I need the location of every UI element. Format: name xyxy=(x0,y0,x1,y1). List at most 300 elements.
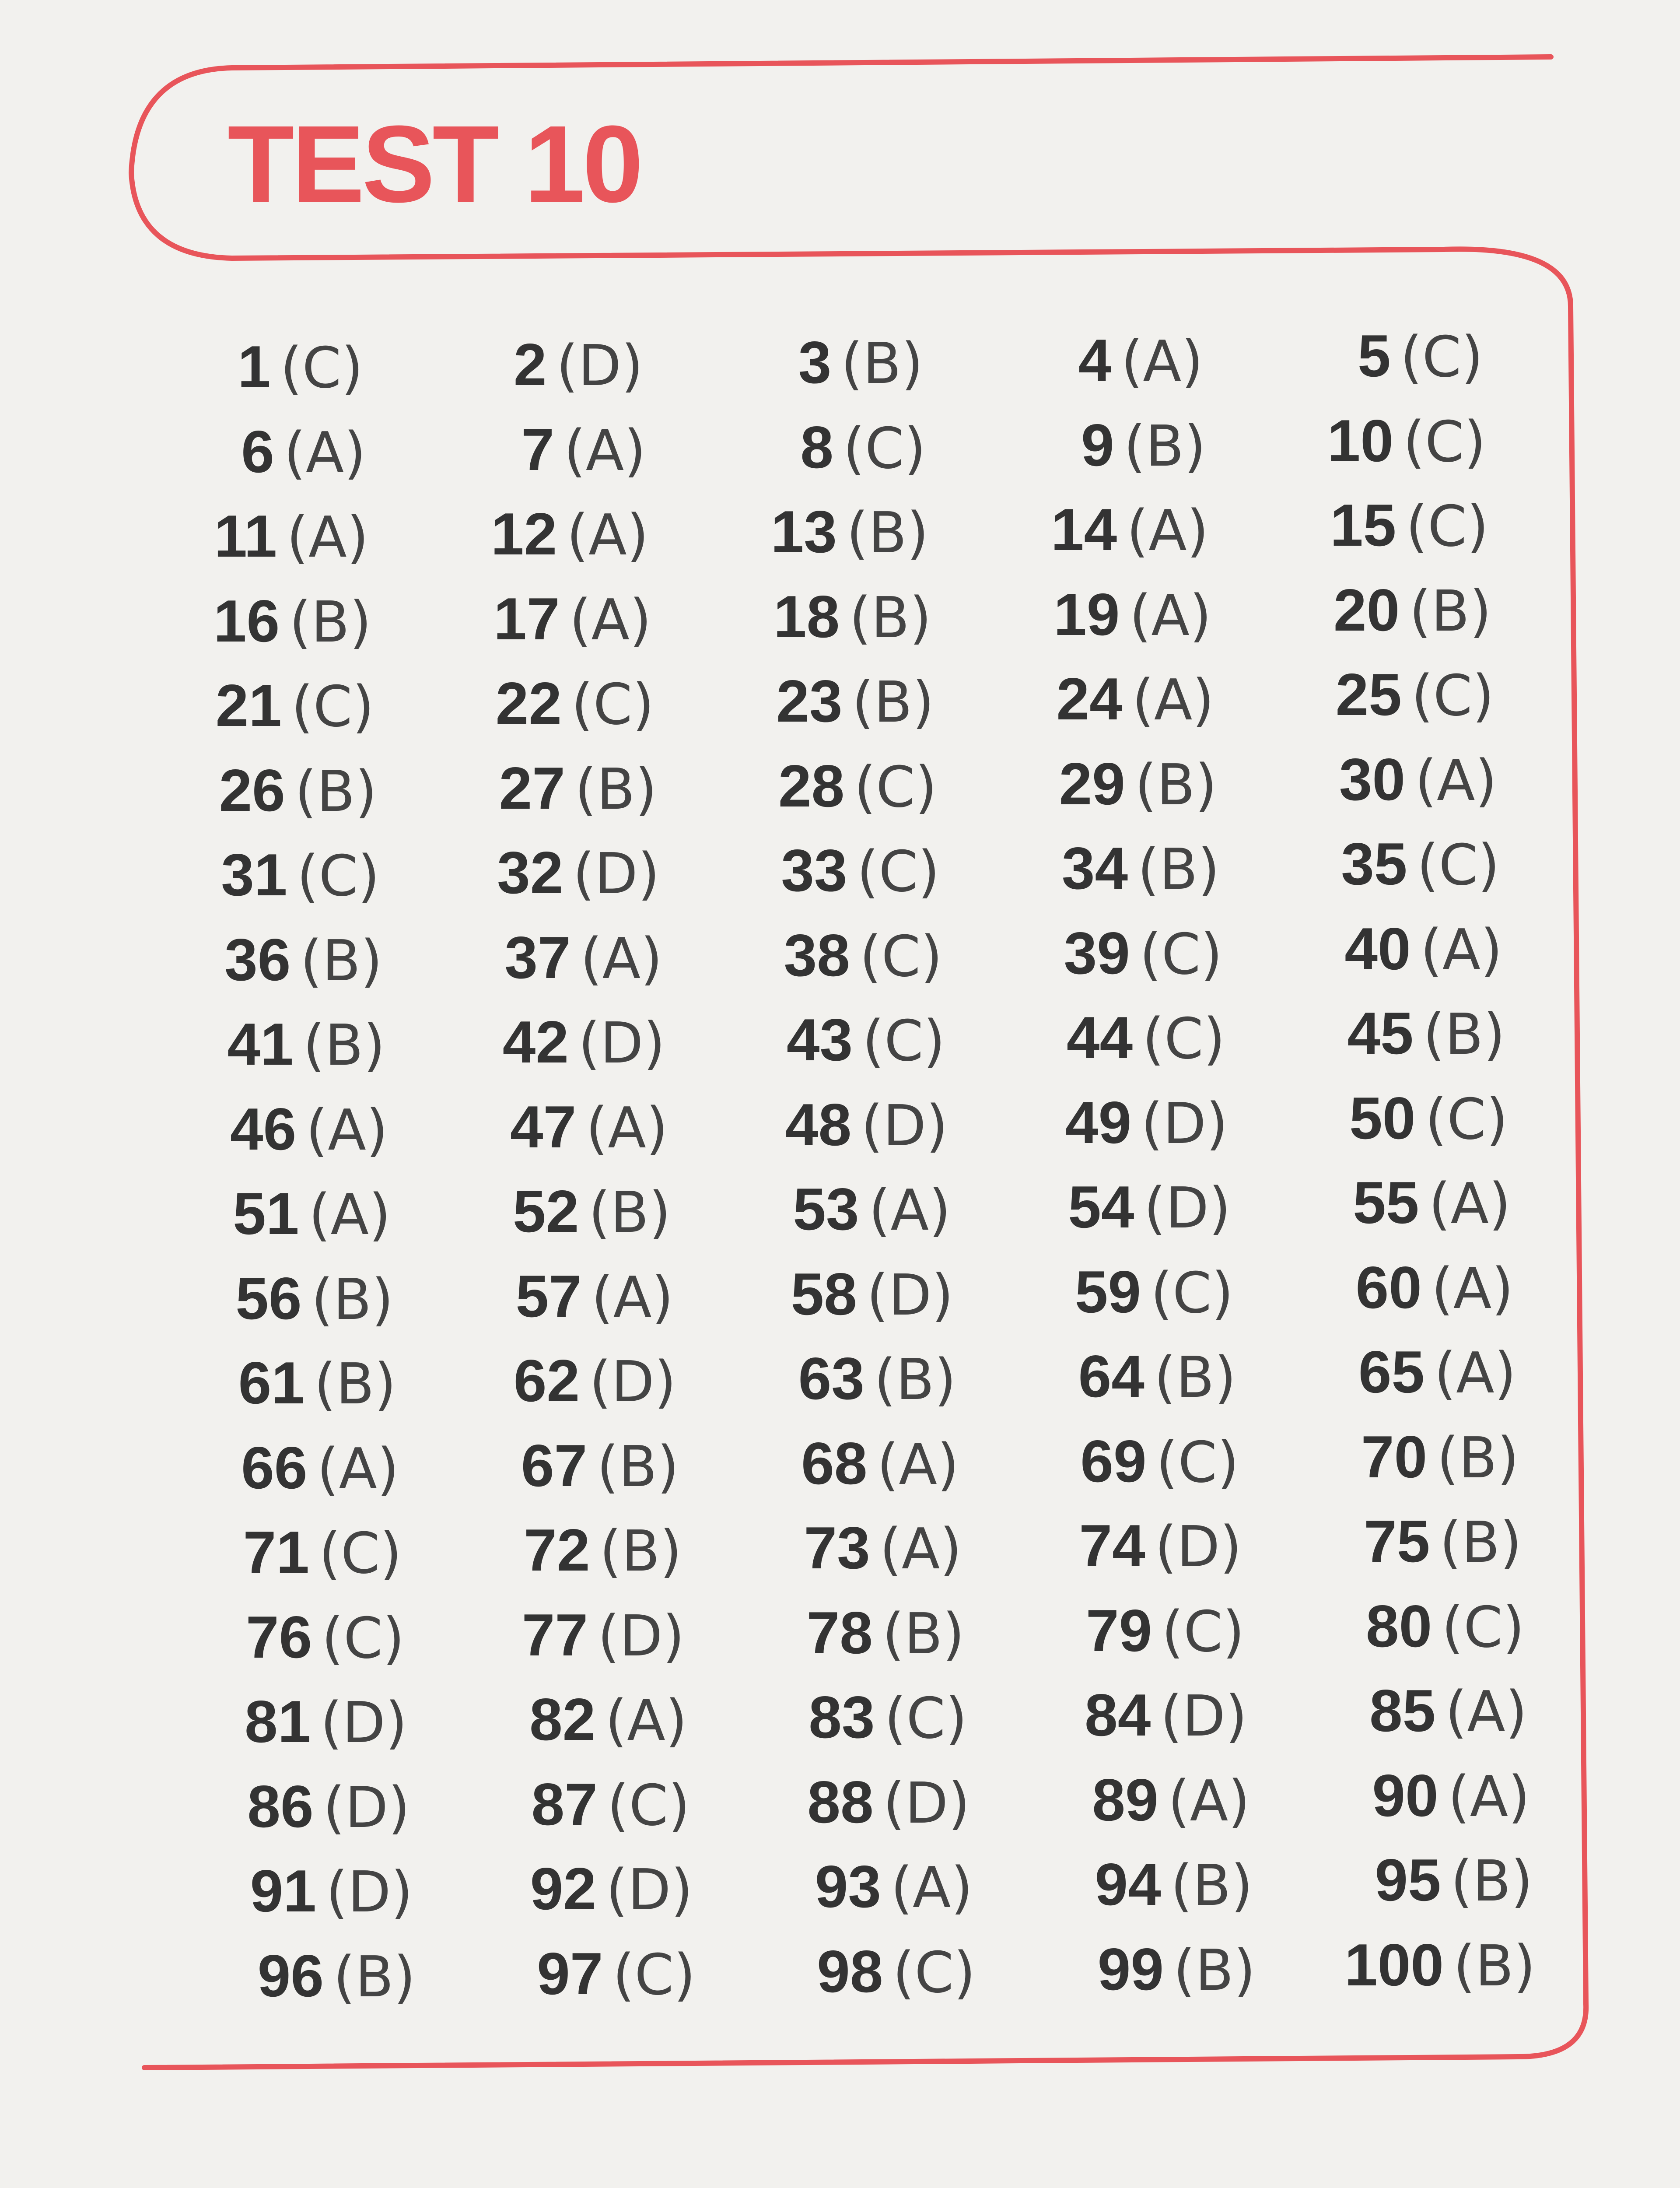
answer-choice: (A) xyxy=(868,1178,951,1243)
answer-choice: (B) xyxy=(1453,1933,1536,1999)
question-number: 52 xyxy=(513,1178,579,1245)
answer-choice: (C) xyxy=(1151,1260,1234,1326)
answer-item xyxy=(213,587,371,655)
answer-item xyxy=(530,1855,693,1923)
question-number: 98 xyxy=(817,1938,883,2005)
question-number: 14 xyxy=(1050,496,1117,563)
answer-choice: (C) xyxy=(884,1686,967,1751)
answer-item xyxy=(219,757,377,824)
answer-item xyxy=(785,1091,948,1159)
answer-choice: (A) xyxy=(317,1436,399,1502)
answer-item xyxy=(224,926,383,994)
answer-choice: (A) xyxy=(1168,1768,1250,1834)
answer-choice: (B) xyxy=(852,670,934,735)
question-number: 84 xyxy=(1085,1682,1151,1748)
answer-item xyxy=(1358,1339,1516,1406)
answer-choice: (A) xyxy=(1431,1256,1514,1322)
answer-item xyxy=(238,1350,396,1417)
question-number: 90 xyxy=(1372,1762,1438,1829)
question-number: 73 xyxy=(804,1515,870,1581)
answer-choice: (B) xyxy=(1124,414,1206,479)
question-number: 12 xyxy=(490,501,557,567)
answer-choice: (C) xyxy=(1156,1430,1239,1495)
answer-item xyxy=(495,670,654,737)
question-number: 21 xyxy=(215,672,282,739)
answer-choice: (A) xyxy=(1448,1764,1530,1830)
answer-item xyxy=(227,1011,385,1078)
question-number: 82 xyxy=(529,1686,596,1753)
question-number: 83 xyxy=(808,1684,875,1750)
question-number: 37 xyxy=(504,924,571,991)
answer-choice: (B) xyxy=(882,1601,965,1667)
question-number: 62 xyxy=(513,1347,580,1414)
answer-item xyxy=(1364,1508,1522,1575)
question-number: 96 xyxy=(257,1942,324,2009)
answer-item xyxy=(510,1093,668,1161)
question-number: 35 xyxy=(1341,831,1407,897)
answer-item xyxy=(524,1517,682,1584)
question-number: 27 xyxy=(499,754,565,821)
question-number: 5 xyxy=(1358,323,1391,389)
question-number: 87 xyxy=(531,1771,598,1837)
answer-item xyxy=(257,1942,416,2010)
answer-choice: (B) xyxy=(874,1347,956,1413)
answer-choice: (C) xyxy=(571,672,654,737)
answer-item xyxy=(798,329,923,396)
question-number: 81 xyxy=(245,1688,311,1755)
question-number: 77 xyxy=(522,1601,588,1668)
answer-choice: (A) xyxy=(879,1517,962,1582)
answer-choice: (A) xyxy=(1121,329,1203,394)
answer-choice: (A) xyxy=(1415,748,1497,813)
answer-item xyxy=(1344,1931,1536,1999)
question-number: 99 xyxy=(1097,1936,1164,2002)
question-number: 94 xyxy=(1095,1851,1161,1918)
answer-item xyxy=(221,842,380,909)
answer-choice: (C) xyxy=(1442,1595,1525,1660)
answer-item xyxy=(497,839,660,907)
answer-item xyxy=(490,501,649,568)
question-number: 50 xyxy=(1349,1084,1416,1151)
answer-choice: (D) xyxy=(320,1690,407,1756)
answer-choice: (A) xyxy=(580,926,663,992)
answer-choice: (B) xyxy=(300,928,383,994)
answer-item xyxy=(235,1265,394,1332)
answer-choice: (D) xyxy=(1160,1684,1247,1749)
answer-choice: (B) xyxy=(314,1352,396,1417)
answer-choice: (B) xyxy=(1138,837,1220,902)
answer-item xyxy=(1341,831,1500,898)
answer-item xyxy=(776,668,934,735)
answer-item xyxy=(1327,407,1486,475)
question-number: 61 xyxy=(238,1350,304,1416)
answer-item xyxy=(1065,1089,1228,1157)
question-number: 69 xyxy=(1080,1427,1147,1494)
answer-item xyxy=(521,416,646,484)
answer-choice: (B) xyxy=(599,1519,682,1584)
answer-choice: (C) xyxy=(859,924,943,989)
answer-item xyxy=(1050,496,1209,564)
answer-choice: (D) xyxy=(861,1093,948,1159)
answer-choice: (C) xyxy=(843,416,926,481)
question-number: 67 xyxy=(521,1432,588,1499)
question-number: 68 xyxy=(801,1430,868,1497)
question-number: 31 xyxy=(221,842,287,908)
test-title: TEST 10 xyxy=(228,103,641,225)
question-number: 85 xyxy=(1369,1677,1436,1744)
answer-item xyxy=(1369,1677,1527,1745)
question-number: 29 xyxy=(1059,750,1125,817)
question-number: 25 xyxy=(1335,661,1402,728)
question-number: 38 xyxy=(784,922,850,989)
answer-choice: (B) xyxy=(1170,1853,1253,1918)
answer-choice: (B) xyxy=(574,757,657,822)
question-number: 42 xyxy=(502,1009,569,1075)
question-number: 3 xyxy=(798,329,832,396)
answer-choice: (A) xyxy=(1127,498,1209,564)
answer-item xyxy=(521,1432,679,1500)
answer-item xyxy=(515,1262,674,1330)
question-number: 59 xyxy=(1074,1258,1141,1325)
answer-choice: (A) xyxy=(877,1432,959,1497)
question-number: 2 xyxy=(513,331,547,398)
answer-choice: (A) xyxy=(1434,1341,1516,1406)
answer-item xyxy=(494,585,651,653)
answer-choice: (D) xyxy=(326,1860,413,1925)
answer-choice: (B) xyxy=(1154,1345,1236,1410)
question-number: 53 xyxy=(793,1176,859,1242)
question-number: 9 xyxy=(1081,411,1114,478)
answer-item xyxy=(808,1684,967,1751)
answer-choice: (B) xyxy=(588,1180,671,1245)
answer-item xyxy=(773,583,931,651)
answer-item xyxy=(537,1940,696,2008)
question-number: 76 xyxy=(245,1603,312,1670)
answer-choice: (B) xyxy=(1409,579,1491,644)
question-number: 88 xyxy=(807,1768,874,1835)
answer-item xyxy=(233,1180,391,1248)
question-number: 49 xyxy=(1065,1089,1132,1156)
answer-choice: (A) xyxy=(1428,1171,1511,1237)
answer-choice: (C) xyxy=(1406,494,1489,559)
question-number: 75 xyxy=(1364,1508,1430,1574)
question-number: 26 xyxy=(219,757,285,824)
answer-item xyxy=(778,752,937,820)
answer-item xyxy=(1061,835,1220,902)
answer-item xyxy=(215,672,374,740)
answer-choice: (D) xyxy=(866,1262,954,1328)
answer-choice: (D) xyxy=(598,1603,685,1669)
question-number: 97 xyxy=(537,1940,603,2007)
answer-choice: (B) xyxy=(1134,752,1217,818)
answer-choice: (D) xyxy=(323,1775,410,1841)
question-number: 32 xyxy=(497,839,564,906)
question-number: 91 xyxy=(250,1858,316,1924)
question-number: 34 xyxy=(1061,835,1128,901)
answer-choice: (A) xyxy=(1129,583,1211,649)
question-number: 36 xyxy=(224,926,291,993)
answer-choice: (A) xyxy=(890,1855,973,1921)
question-number: 93 xyxy=(815,1853,881,1920)
answer-choice: (A) xyxy=(591,1265,674,1330)
question-number: 16 xyxy=(213,587,280,654)
answer-item xyxy=(513,331,643,399)
answer-item xyxy=(1079,1512,1242,1580)
answer-choice: (C) xyxy=(607,1773,690,1838)
answer-item xyxy=(243,1519,402,1586)
answer-item xyxy=(1365,1592,1525,1660)
answer-item xyxy=(1375,1847,1533,1914)
answer-choice: (C) xyxy=(1403,409,1486,475)
answer-item xyxy=(1066,1004,1225,1072)
answer-item xyxy=(781,837,940,905)
answer-item xyxy=(1333,576,1491,644)
question-number: 17 xyxy=(494,585,560,652)
answer-item xyxy=(1349,1084,1508,1152)
answer-choice: (D) xyxy=(556,333,643,399)
answer-item xyxy=(1074,1258,1234,1326)
answer-item xyxy=(1353,1169,1511,1237)
question-number: 56 xyxy=(235,1265,302,1332)
question-number: 40 xyxy=(1344,915,1411,982)
answer-item xyxy=(791,1260,954,1328)
answer-item xyxy=(1059,750,1217,818)
answer-item xyxy=(784,922,943,989)
answer-item xyxy=(1056,666,1214,733)
answer-choice: (A) xyxy=(605,1688,687,1753)
question-number: 8 xyxy=(800,414,834,480)
answer-item xyxy=(230,1095,388,1163)
question-number: 72 xyxy=(524,1517,590,1583)
question-number: 70 xyxy=(1361,1423,1428,1490)
answer-item xyxy=(245,1688,407,1756)
question-number: 7 xyxy=(521,416,554,483)
question-number: 10 xyxy=(1327,407,1394,474)
answer-choice: (A) xyxy=(287,505,369,570)
answer-item xyxy=(1095,1851,1253,1918)
answer-choice: (C) xyxy=(318,1521,402,1586)
question-number: 33 xyxy=(781,837,847,904)
answer-choice: (A) xyxy=(564,418,646,484)
answer-item xyxy=(793,1176,951,1243)
answer-item xyxy=(786,1006,945,1074)
answer-item xyxy=(238,333,363,401)
answer-choice: (D) xyxy=(1155,1515,1242,1580)
answer-choice: (C) xyxy=(280,336,363,401)
answer-item xyxy=(1097,1936,1256,2003)
answer-choice: (A) xyxy=(306,1098,388,1163)
question-number: 51 xyxy=(233,1180,299,1247)
answer-choice: (D) xyxy=(606,1858,693,1923)
answer-item xyxy=(1372,1762,1530,1830)
question-number: 92 xyxy=(530,1855,596,1922)
question-number: 45 xyxy=(1347,1000,1414,1066)
answer-item xyxy=(531,1771,690,1838)
answer-choice: (B) xyxy=(333,1944,416,2010)
answer-item xyxy=(1339,746,1497,813)
answer-choice: (A) xyxy=(284,420,366,486)
answer-item xyxy=(1054,581,1211,649)
question-number: 24 xyxy=(1056,666,1123,732)
answer-choice: (D) xyxy=(589,1350,676,1415)
answer-choice: (B) xyxy=(1450,1849,1533,1914)
question-number: 89 xyxy=(1092,1766,1158,1833)
answer-choice: (C) xyxy=(322,1606,405,1671)
answer-choice: (A) xyxy=(1132,668,1214,733)
answer-item xyxy=(1064,919,1223,987)
answer-choice: (C) xyxy=(1162,1599,1245,1665)
answer-choice: (A) xyxy=(569,587,651,653)
answer-choice: (C) xyxy=(857,839,940,905)
answer-item xyxy=(1078,327,1203,394)
answer-item xyxy=(1358,323,1483,390)
question-number: 41 xyxy=(227,1011,294,1077)
answer-choice: (A) xyxy=(567,503,649,568)
answer-choice: (A) xyxy=(308,1182,391,1248)
answer-choice: (A) xyxy=(1420,917,1503,983)
question-number: 95 xyxy=(1375,1847,1441,1913)
answer-choice: (B) xyxy=(841,331,923,396)
answer-item xyxy=(499,754,657,822)
answer-item xyxy=(502,1009,665,1076)
answer-item xyxy=(1092,1766,1250,1834)
answer-choice: (A) xyxy=(586,1095,668,1161)
answer-item xyxy=(522,1601,685,1669)
question-number: 43 xyxy=(786,1006,853,1073)
answer-choice: (C) xyxy=(1142,1006,1225,1072)
answer-choice: (D) xyxy=(1141,1091,1228,1157)
answer-choice: (C) xyxy=(291,674,374,740)
question-number: 30 xyxy=(1339,746,1406,813)
question-number: 22 xyxy=(495,670,562,736)
answer-item xyxy=(241,418,366,486)
answer-choice: (D) xyxy=(1144,1176,1231,1241)
question-number: 44 xyxy=(1066,1004,1133,1071)
question-number: 47 xyxy=(510,1093,577,1160)
answer-item xyxy=(250,1858,413,1925)
answer-item xyxy=(504,924,663,992)
question-number: 80 xyxy=(1365,1592,1432,1659)
answer-choice: (C) xyxy=(1400,325,1483,390)
answer-choice: (C) xyxy=(862,1009,945,1074)
answer-choice: (B) xyxy=(849,585,931,651)
answer-choice: (D) xyxy=(883,1771,970,1836)
answer-item xyxy=(245,1603,405,1671)
answer-choice: (C) xyxy=(854,754,937,820)
answer-choice: (C) xyxy=(1425,1087,1508,1152)
question-number: 23 xyxy=(776,668,843,734)
answer-item xyxy=(1347,1000,1505,1067)
question-number: 13 xyxy=(770,498,837,565)
answer-item xyxy=(1330,492,1489,559)
answer-item xyxy=(815,1853,973,1921)
question-number: 11 xyxy=(214,503,277,569)
question-number: 60 xyxy=(1355,1254,1422,1321)
question-number: 63 xyxy=(798,1345,864,1412)
answer-item xyxy=(804,1515,962,1582)
answer-choice: (A) xyxy=(1445,1680,1527,1745)
answer-item xyxy=(1068,1174,1231,1241)
answer-choice: (C) xyxy=(1417,833,1500,898)
question-number: 46 xyxy=(230,1095,297,1162)
question-number: 6 xyxy=(241,418,274,485)
answer-choice: (C) xyxy=(1139,922,1223,987)
answer-item xyxy=(800,414,926,481)
question-number: 54 xyxy=(1068,1174,1134,1240)
question-number: 15 xyxy=(1330,492,1396,558)
question-number: 66 xyxy=(241,1434,308,1501)
answer-choice: (B) xyxy=(311,1267,394,1332)
answer-choice: (D) xyxy=(573,842,660,907)
question-number: 48 xyxy=(785,1091,852,1158)
answer-item xyxy=(1078,1343,1236,1410)
question-number: 64 xyxy=(1078,1343,1144,1410)
answer-item xyxy=(817,1938,976,2006)
question-number: 86 xyxy=(247,1773,314,1840)
question-number: 100 xyxy=(1344,1931,1444,1998)
question-number: 57 xyxy=(515,1262,582,1329)
answer-item xyxy=(247,1773,410,1841)
answer-choice: (C) xyxy=(892,1940,976,2006)
answer-choice: (B) xyxy=(1423,1002,1505,1067)
answer-item xyxy=(1080,1427,1239,1495)
answer-item xyxy=(1081,411,1206,479)
answer-choice: (B) xyxy=(1437,1425,1519,1491)
answer-item xyxy=(513,1347,676,1415)
answer-item xyxy=(529,1686,687,1753)
answer-choice: (C) xyxy=(1411,663,1494,729)
answer-item xyxy=(1085,1682,1247,1749)
answer-item xyxy=(807,1768,970,1836)
question-number: 58 xyxy=(791,1260,857,1327)
answer-item xyxy=(1344,915,1503,983)
answer-item xyxy=(806,1599,965,1667)
answer-choice: (B) xyxy=(303,1013,385,1078)
question-number: 39 xyxy=(1064,919,1130,986)
question-number: 19 xyxy=(1054,581,1120,648)
answer-item xyxy=(770,498,929,566)
answer-choice: (B) xyxy=(294,759,377,824)
answer-choice: (D) xyxy=(578,1011,665,1076)
answer-choice: (B) xyxy=(1173,1938,1256,2003)
answer-item xyxy=(241,1434,399,1502)
answer-item xyxy=(513,1178,671,1245)
question-number: 78 xyxy=(806,1599,873,1666)
answer-choice: (B) xyxy=(846,501,929,566)
question-number: 28 xyxy=(778,752,845,819)
answer-choice: (B) xyxy=(597,1434,679,1500)
answer-choice: (B) xyxy=(289,589,371,655)
question-number: 65 xyxy=(1358,1339,1425,1405)
question-number: 74 xyxy=(1079,1512,1145,1579)
question-number: 18 xyxy=(773,583,840,650)
question-number: 4 xyxy=(1078,327,1112,393)
question-number: 79 xyxy=(1085,1597,1152,1664)
answer-item xyxy=(1355,1254,1514,1322)
answer-item xyxy=(1085,1597,1245,1665)
question-number: 20 xyxy=(1333,576,1400,643)
question-number: 1 xyxy=(238,333,271,400)
question-number: 71 xyxy=(243,1519,309,1585)
answer-item xyxy=(798,1345,956,1413)
answer-item xyxy=(214,503,369,570)
answer-choice: (B) xyxy=(1439,1510,1522,1575)
answer-item xyxy=(1361,1423,1519,1491)
answer-choice: (C) xyxy=(612,1942,696,2008)
question-number: 55 xyxy=(1353,1169,1419,1236)
answer-choice: (C) xyxy=(297,844,380,909)
answer-item xyxy=(1335,661,1494,729)
